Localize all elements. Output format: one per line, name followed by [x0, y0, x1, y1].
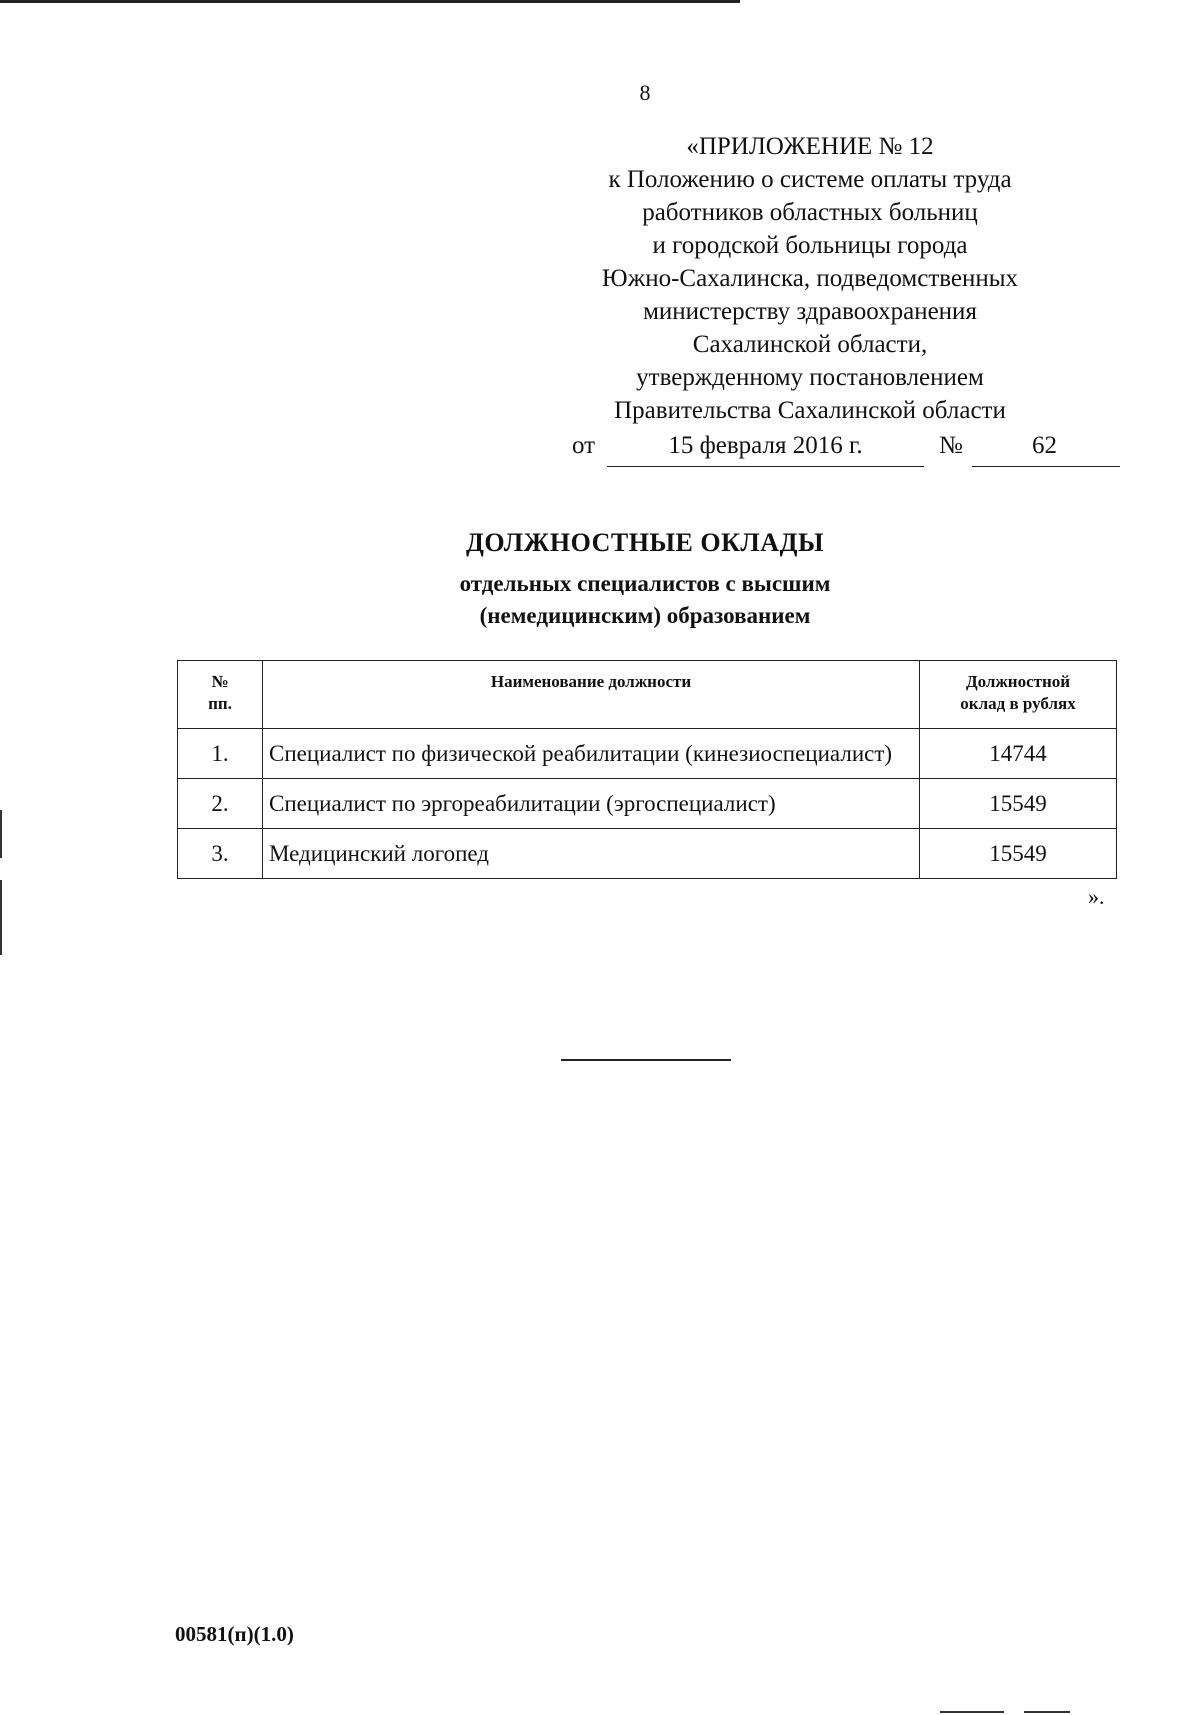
- position-name: Специалист по эргореабилитации (эргоспециалист): [263, 779, 920, 829]
- document-subtitle: [180, 568, 1110, 632]
- annex-text-line: Сахалинской области,: [692, 331, 928, 358]
- row-number: 3.: [178, 829, 263, 879]
- annex-text-line: и городской больницы города: [652, 232, 968, 259]
- scan-edge-mark: [0, 880, 2, 955]
- top-border-line: [0, 0, 740, 3]
- header-number-abbr: пп.: [208, 694, 232, 713]
- salary-value: 15549: [920, 779, 1117, 829]
- annex-heading: «ПРИЛОЖЕНИЕ № 12: [686, 133, 934, 160]
- scan-edge-mark: [1024, 1711, 1070, 1713]
- annex-text-line: Правительства Сахалинской области: [614, 397, 1006, 424]
- table-row: [178, 729, 1117, 779]
- salary-value: 15549: [920, 829, 1117, 879]
- document-title: ДОЛЖНОСТНЫЕ ОКЛАДЫ: [465, 528, 825, 557]
- document-code: 00581(п)(1.0): [175, 1622, 294, 1646]
- annex-text-line: утвержденному постановлением: [636, 364, 984, 391]
- resolution-date: 15 февраля 2016 г.: [607, 432, 924, 467]
- header-number-sign: №: [211, 672, 229, 691]
- table-row: [178, 779, 1117, 829]
- annex-text-line: к Положению о системе оплаты труда: [608, 166, 1012, 193]
- page-number: 8: [639, 80, 651, 105]
- table-row: [178, 829, 1117, 879]
- annex-text-line: министерству здравоохранения: [643, 298, 977, 325]
- closing-quote: ».: [1088, 884, 1105, 909]
- position-name: Специалист по физической реабилитации (кинезиоспециалист): [263, 729, 920, 779]
- resolution-number-field: [972, 432, 1120, 467]
- scan-edge-mark: [940, 1711, 1004, 1713]
- subtitle-line: (немедицинским) образованием: [479, 603, 811, 628]
- header-salary-line: оклад в рублях: [960, 694, 1076, 713]
- scan-edge-mark: [0, 810, 2, 858]
- salary-table: [177, 660, 1117, 879]
- row-number: 1.: [178, 729, 263, 779]
- row-number: 2.: [178, 779, 263, 829]
- header-number: [178, 661, 263, 729]
- number-sign: №: [939, 432, 963, 459]
- position-name: Медицинский логопед: [263, 829, 920, 879]
- date-prefix: от: [572, 432, 596, 459]
- header-salary: [920, 661, 1117, 729]
- resolution-date-line: [572, 432, 1120, 466]
- annex-text-line: работников областных больниц: [642, 199, 978, 226]
- annex-header: [560, 130, 1060, 427]
- resolution-number: 62: [1032, 432, 1057, 459]
- end-rule-line: [561, 1059, 731, 1061]
- table-header-row: [178, 661, 1117, 729]
- header-position-name: Наименование должности: [263, 661, 920, 729]
- subtitle-line: отдельных специалистов с высшим: [459, 571, 831, 596]
- salary-value: 14744: [920, 729, 1117, 779]
- annex-text-line: Южно-Сахалинска, подведомственных: [601, 265, 1019, 292]
- header-salary-line: Должностной: [965, 672, 1071, 691]
